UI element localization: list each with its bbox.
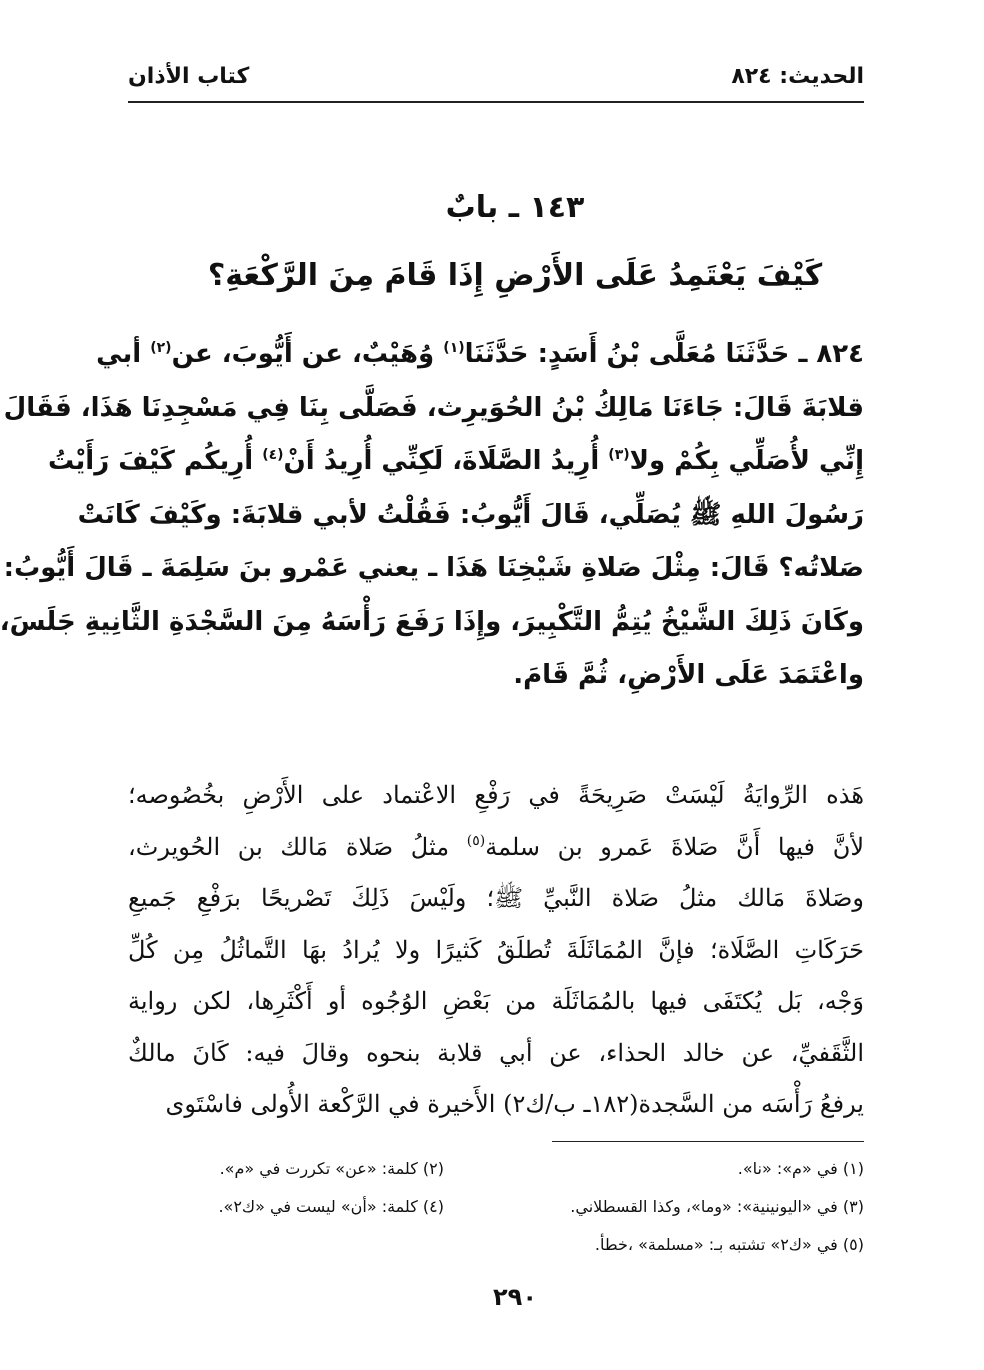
text-segment: وصَلاةَ مَالك مثلُ صَلاة النَّبيِّ ﷺ؛ ولَيْسَ ذَلِكَ تَصْريحًا برَفْعِ جَميعِ: [128, 884, 865, 912]
text-segment: يرفعُ رَأْسَه من السَّجدة(١٨٢ـ ب/ك٢) الأَخيرة في الرَّكْعة الأُولى فاسْتَوى: [165, 1090, 864, 1118]
text-segment: واعْتَمَدَ عَلَى الأَرْضِ، ثُمَّ قَامَ.: [513, 660, 864, 690]
footnote-marker: (١): [443, 340, 465, 356]
page-number: ٢٩٠: [493, 1283, 537, 1311]
hadith-line: [96, 328, 864, 382]
footnote-row: [128, 1150, 864, 1188]
commentary-line: [128, 925, 864, 977]
commentary-line: [128, 1028, 864, 1080]
hadith-reference: الحديث: ٨٢٤: [731, 64, 864, 89]
commentary-text: [128, 770, 864, 1131]
commentary-line: [128, 873, 864, 925]
hadith-line: [3, 382, 864, 436]
text-segment: أبي: [96, 339, 151, 369]
hadith-text: [0, 328, 864, 703]
text-segment: وَجْه، بَل يُكتَفَى فيها بالمُمَاثَلَة من بَعْضِ الوُجُوه أو أَكْثَرِها، لكن رواية: [128, 987, 864, 1015]
text-segment: وُهَيْبٌ، عن أَيُّوبَ، عن: [171, 339, 444, 369]
footnote-marker: (٥): [466, 832, 486, 849]
commentary-line: [128, 1079, 864, 1131]
text-segment: رَسُولَ اللهِ ﷺ يُصَلِّي، قَالَ أَيُّوبُ: فَقُلْتُ لأبي قلابَةَ: وكَيْفَ كَانَتْ: [77, 499, 864, 530]
chapter-number: ١٤٣ ـ بابٌ: [445, 190, 585, 225]
footnotes: [128, 1150, 864, 1264]
footnote-item: (٤) كلمة: «أن» ليست في «ك٢».: [218, 1197, 444, 1216]
text-segment: قلابَةَ قَالَ: جَاءَنَا مَالِكُ بْنُ الحُوَيرِث، فَصَلَّى بِنَا فِي مَسْجِدِنَا هَذَا، فَقَالَ: [3, 392, 864, 423]
text-segment: مثلُ صَلاة مَالك بن الحُويرث،: [128, 832, 467, 861]
text-segment: حَرَكَاتِ الصَّلَاة؛ فإنَّ المُمَاثَلَةَ تُطلَقُ كَثيرًا ولا يُرادُ بهَا التَّماثُلُ مِن كُلِّ: [128, 935, 864, 964]
text-segment: الثَّقَفيِّ، عن خالد الحذاء، عن أبي قلابة بنحوه وقالَ فيه: كَانَ مالكٌ: [128, 1038, 864, 1067]
text-segment: وكَانَ ذَلِكَ الشَّيْخُ يُتِمُّ التَّكْبِيرَ، وإِذَا رَفَعَ رَأْسَهُ مِنَ السَّجْدَةِ الثَّانِيةِ جَلَسَ،: [0, 606, 864, 637]
hadith-line: [48, 435, 864, 489]
commentary-line: [128, 770, 864, 822]
footnote-item: (٢) كلمة: «عن» تكررت في «م».: [219, 1159, 444, 1178]
hadith-line: [128, 649, 864, 703]
footnote-marker: (٣): [608, 447, 630, 463]
footnote-marker: (٢): [150, 340, 172, 356]
text-segment: لأنَّ فيها أَنَّ صَلاةَ عَمرو بن سلمة: [485, 832, 865, 861]
footnote-item: (٣) في «اليونينية»: «وما»، وكذا القسطلاني.: [570, 1197, 864, 1216]
commentary-line: [128, 822, 864, 874]
text-segment: صَلاتُه؟ قَالَ: مِثْلَ صَلاةِ شَيْخِنَا هَذَا ـ يعني عَمْرو بنَ سَلِمَةَ ـ قَالَ أَيُّوبُ:: [3, 553, 864, 583]
commentary-line: [128, 976, 864, 1028]
book-title: كتاب الأذان: [128, 64, 250, 89]
footnote-item: (١) في «م»: «نا».: [737, 1159, 864, 1178]
hadith-line: [0, 596, 864, 650]
footnote-row: [128, 1188, 864, 1226]
header-rule: [128, 101, 864, 103]
running-header: [128, 64, 864, 100]
text-segment: ٨٢٤ ـ حَدَّثَنَا مُعَلَّى بْنُ أَسَدٍ: حَدَّثَنَا: [464, 339, 864, 369]
hadith-line: [3, 542, 864, 596]
text-segment: هَذه الرِّوايَةُ لَيْسَتْ صَرِيحَةً في رَفْعِ الاعْتماد على الأَرْضِ بخُصُوصه؛: [128, 781, 864, 809]
footnote-item: (٥) في «ك٢» تشتبه بـ: «مسلمة» ،خطأ.: [594, 1235, 864, 1254]
text-segment: أُرِيكُم كَيْفَ رَأَيْتُ: [48, 446, 263, 476]
hadith-line: [77, 489, 864, 543]
chapter-title: كَيْفَ يَعْتَمِدُ عَلَى الأَرْضِ إِذَا قَامَ مِنَ الرَّكْعَةِ؟: [207, 258, 823, 293]
footnote-rule: [552, 1141, 864, 1142]
footnote-row: [128, 1226, 864, 1264]
text-segment: أُرِيدُ الصَّلَاةَ، لَكِنِّي أُرِيدُ أَنْ: [283, 446, 609, 476]
text-segment: إِنِّي لأُصَلِّي بِكُمْ ولا: [629, 446, 864, 476]
footnote-marker: (٤): [262, 447, 284, 463]
